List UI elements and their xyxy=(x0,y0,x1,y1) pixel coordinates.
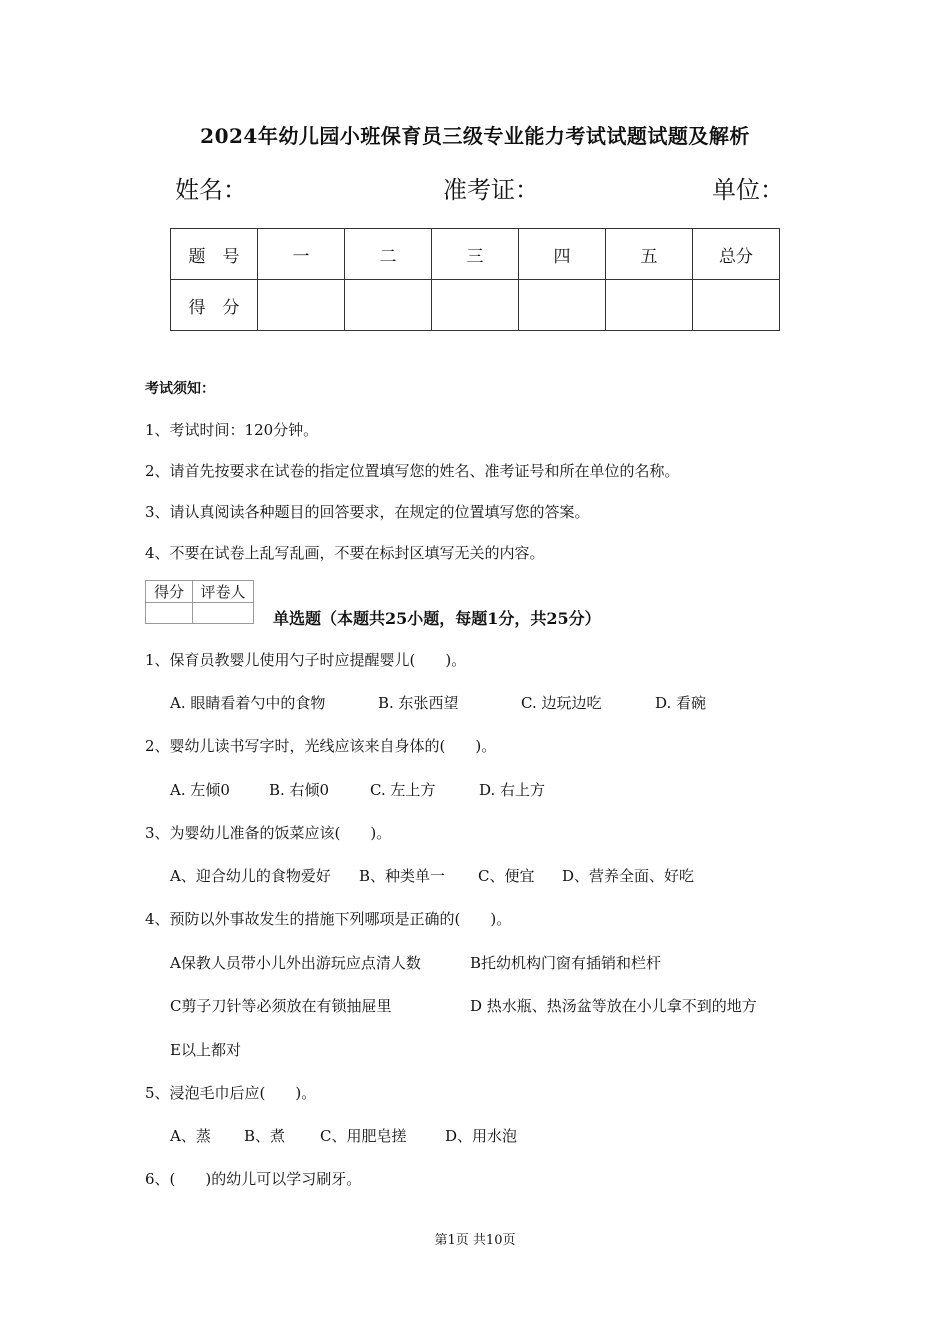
score-table-header-cell: 四 xyxy=(519,229,606,280)
score-table-score-row xyxy=(171,280,780,331)
grader-score-cell[interactable] xyxy=(146,603,193,624)
score-cell[interactable] xyxy=(258,280,345,331)
notice-heading: 考试须知： xyxy=(145,381,215,397)
grader-name-cell[interactable] xyxy=(193,603,254,624)
score-cell[interactable] xyxy=(345,280,432,331)
question-option: A、迎合幼儿的食物爱好 xyxy=(170,867,331,885)
question-option: C. 边玩边吃 xyxy=(521,694,602,712)
question-option: B. 东张西望 xyxy=(378,694,459,712)
grader-name-label: 评卷人 xyxy=(193,581,254,603)
question-option: B托幼机构门窗有插销和栏杆 xyxy=(470,954,662,972)
question-stem: 5、浸泡毛巾后应( )。 xyxy=(145,1084,317,1102)
question-option: A、蒸 xyxy=(170,1127,211,1145)
unit-field-label: 单位： xyxy=(712,176,784,204)
page-footer: 第1页 共10页 xyxy=(434,1233,516,1248)
question-option: C剪子刀针等必须放在有锁抽屉里 xyxy=(170,997,392,1015)
page-title: 2024年幼儿园小班保育员三级专业能力考试试题试题及解析 xyxy=(200,124,750,148)
grader-box xyxy=(145,580,254,624)
score-table-header-cell: 一 xyxy=(258,229,345,280)
question-option: A. 眼睛看着勺中的食物 xyxy=(170,694,326,712)
question-option: D、营养全面、好吃 xyxy=(562,867,695,885)
score-table-header-cell: 三 xyxy=(432,229,519,280)
notice-item: 4、不要在试卷上乱写乱画，不要在标封区填写无关的内容。 xyxy=(145,544,545,562)
notice-item: 2、请首先按要求在试卷的指定位置填写您的姓名、准考证号和所在单位的名称。 xyxy=(145,462,680,480)
question-option: E以上都对 xyxy=(170,1041,241,1059)
score-table-header-cell: 二 xyxy=(345,229,432,280)
question-option: B、煮 xyxy=(244,1127,286,1145)
question-option: C、用肥皂搓 xyxy=(320,1127,407,1145)
notice-item: 3、请认真阅读各种题目的回答要求，在规定的位置填写您的答案。 xyxy=(145,503,590,521)
score-table-header-cell: 总分 xyxy=(693,229,780,280)
question-stem: 1、保育员教婴儿使用勺子时应提醒婴儿( )。 xyxy=(145,651,467,669)
question-option: D、用水泡 xyxy=(445,1127,518,1145)
name-field-label: 姓名： xyxy=(175,176,247,204)
question-option: B. 右倾0 xyxy=(269,781,330,799)
score-table xyxy=(170,228,780,331)
question-option: B、种类单一 xyxy=(359,867,446,885)
question-stem: 2、婴幼儿读书写字时，光线应该来自身体的( )。 xyxy=(145,737,497,755)
score-cell[interactable] xyxy=(519,280,606,331)
question-option: D. 右上方 xyxy=(479,781,546,799)
question-option: C. 左上方 xyxy=(370,781,436,799)
question-option: D 热水瓶、热汤盆等放在小儿拿不到的地方 xyxy=(470,997,757,1015)
score-table-header-cell: 题 号 xyxy=(171,229,258,280)
question-stem: 4、预防以外事故发生的措施下列哪项是正确的( )。 xyxy=(145,910,512,928)
exam-number-field-label: 准考证： xyxy=(443,176,539,204)
question-stem: 6、( )的幼儿可以学习刷牙。 xyxy=(145,1170,362,1188)
question-stem: 3、为婴幼儿准备的饭菜应该( )。 xyxy=(145,824,392,842)
score-table-header-row xyxy=(171,229,780,280)
question-option: D. 看碗 xyxy=(655,694,707,712)
question-option: A保教人员带小儿外出游玩应点清人数 xyxy=(170,954,421,972)
question-option: A. 左倾0 xyxy=(170,781,230,799)
grader-score-label: 得分 xyxy=(146,581,193,603)
candidate-fields xyxy=(175,170,784,204)
score-cell[interactable] xyxy=(432,280,519,331)
question-option: C、便宜 xyxy=(478,867,535,885)
section-title: 单选题（本题共25小题，每题1分，共25分） xyxy=(273,609,601,628)
score-row-label: 得 分 xyxy=(171,280,258,331)
score-cell[interactable] xyxy=(606,280,693,331)
notice-item: 1、考试时间：120分钟。 xyxy=(145,421,319,439)
score-cell[interactable] xyxy=(693,280,780,331)
score-table-header-cell: 五 xyxy=(606,229,693,280)
